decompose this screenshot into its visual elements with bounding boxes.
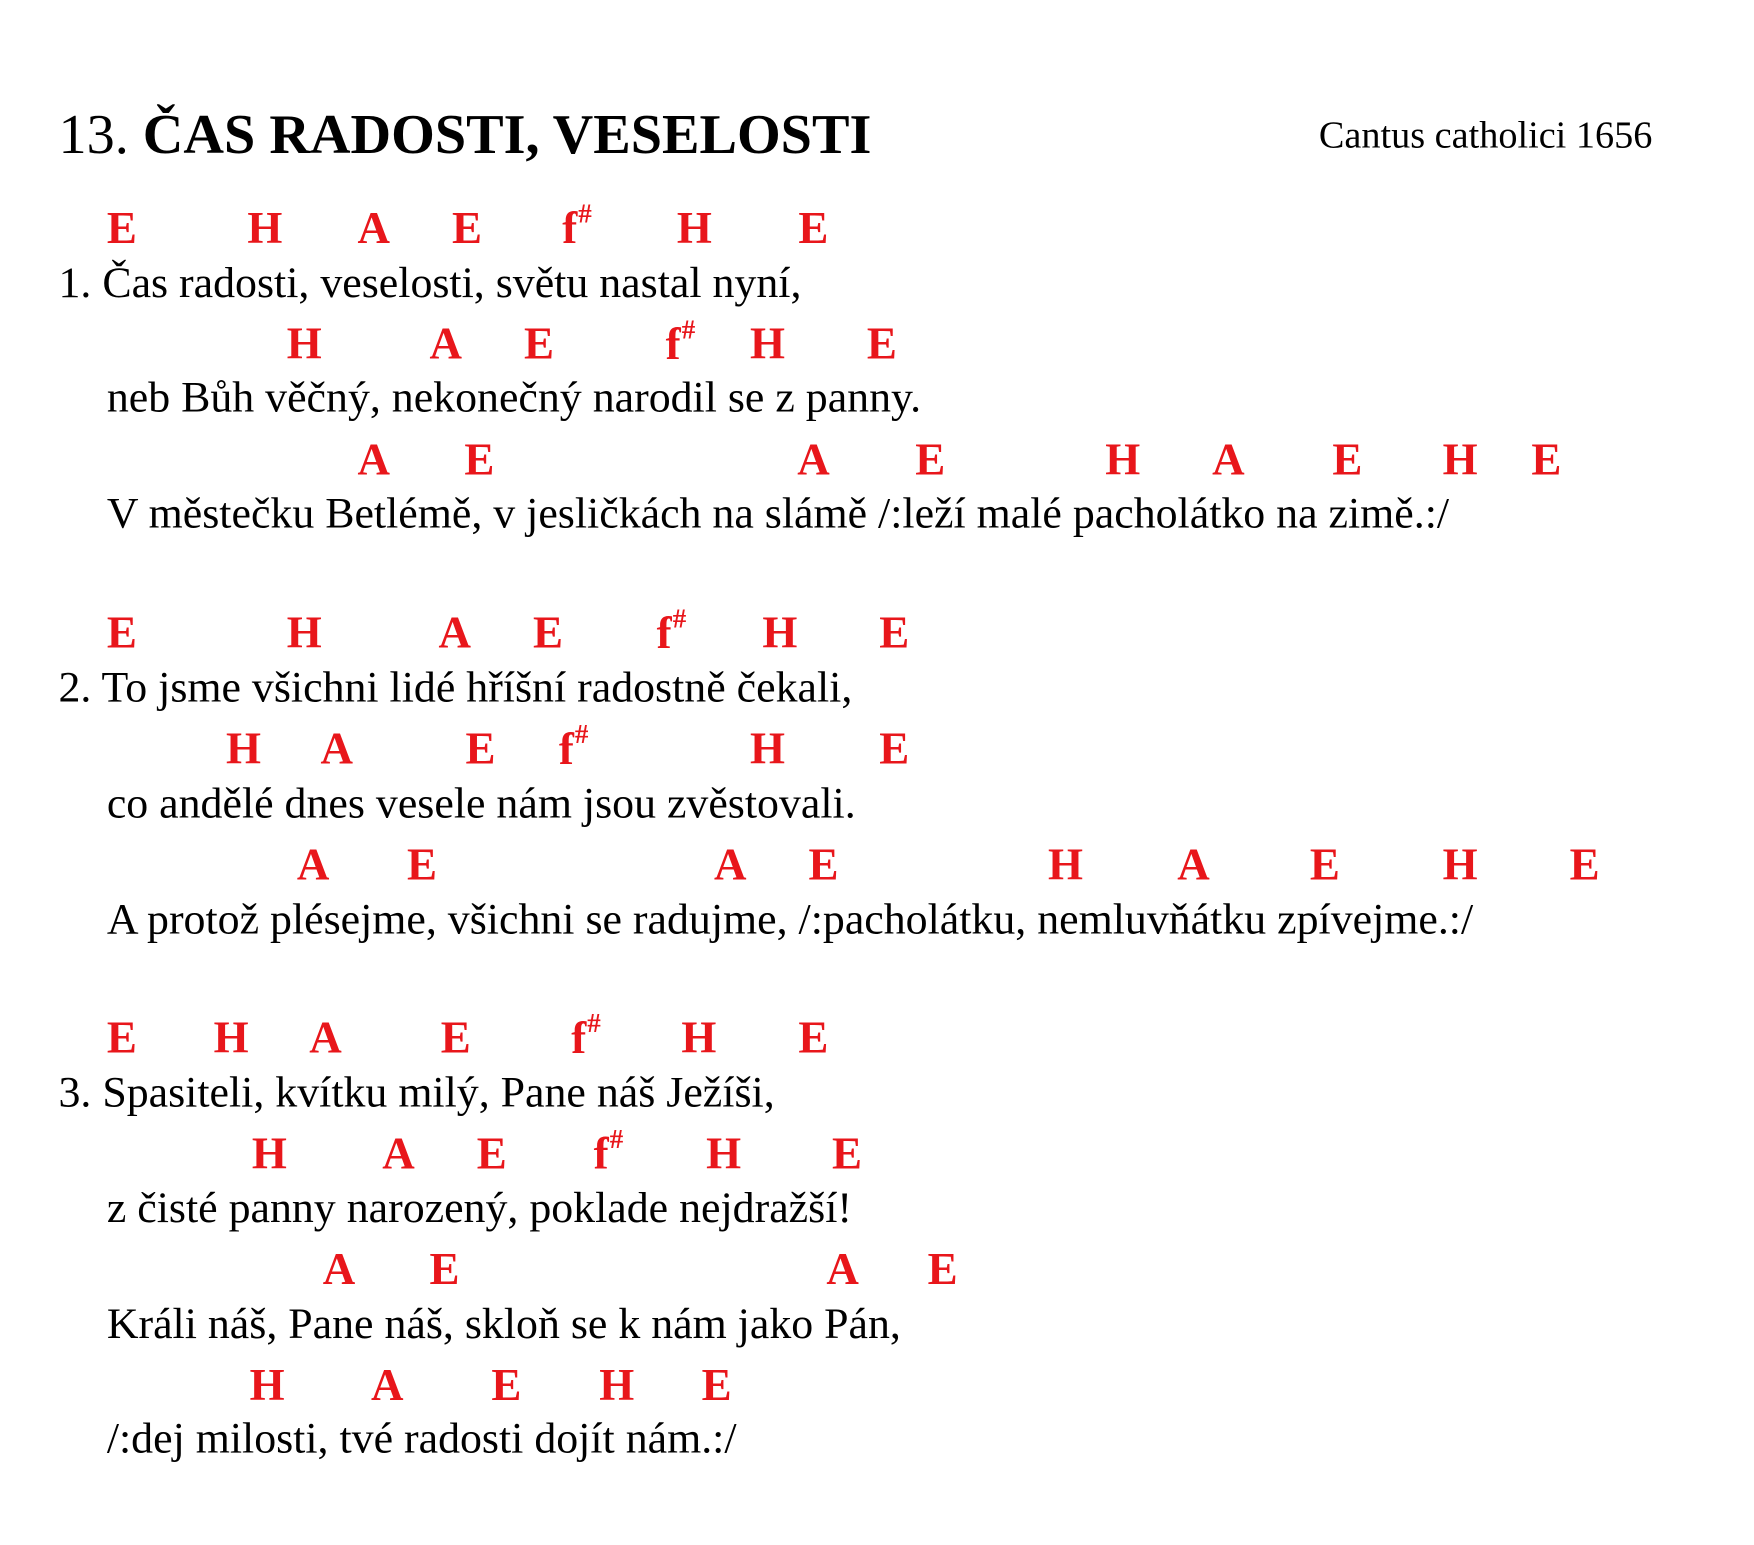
chord-symbol xyxy=(1212,434,1245,485)
chord-root: f xyxy=(665,318,681,370)
chord-root: E xyxy=(532,607,563,658)
chord-root: A xyxy=(357,434,391,485)
chord-root: E xyxy=(798,202,829,253)
chord-symbol xyxy=(571,1009,601,1063)
chord-root: f xyxy=(558,723,574,774)
song-title xyxy=(58,102,872,166)
chord-root: E xyxy=(106,1011,137,1063)
chord-symbol xyxy=(106,607,137,658)
chord-symbol xyxy=(251,1127,287,1179)
chord-symbol xyxy=(226,722,262,774)
chord-root: H xyxy=(706,1127,742,1179)
chord-symbol xyxy=(706,1127,742,1179)
chord-root: E xyxy=(808,838,839,890)
chord-symbol xyxy=(762,607,798,658)
chord-symbol xyxy=(593,1125,624,1179)
chord-root: E xyxy=(1531,434,1562,485)
chord-symbol xyxy=(1177,838,1210,890)
sharp-sign: # xyxy=(672,604,687,635)
chord-symbol xyxy=(309,1011,342,1063)
chord-symbol xyxy=(382,1127,415,1179)
lyric-line: 2. To jsme všichni lidé hříšní radostně čekali, xyxy=(58,663,853,712)
chord-symbol xyxy=(296,838,330,890)
chord-symbol xyxy=(879,722,910,774)
chord-symbol xyxy=(927,1243,958,1295)
chord-symbol xyxy=(286,607,322,658)
chord-symbol xyxy=(558,720,589,774)
chord-root: E xyxy=(879,607,910,658)
chord-root: A xyxy=(382,1127,415,1179)
lyric-line: 3. Spasiteli, kvítku milý, Pane náš Ježíši, xyxy=(58,1068,775,1117)
chord-symbol xyxy=(808,838,839,890)
chord-root: H xyxy=(247,202,283,253)
chord-root: E xyxy=(491,1359,522,1410)
chord-symbol xyxy=(681,1011,717,1063)
chord-root: H xyxy=(681,1011,717,1063)
chord-symbol xyxy=(915,434,946,485)
lyric-line: 1. Čas radosti, veselosti, světu nastal nyní, xyxy=(58,258,802,307)
chord-symbol xyxy=(701,1359,732,1410)
chord-symbol xyxy=(249,1359,285,1410)
chord-root: A xyxy=(438,607,472,658)
chord-root: H xyxy=(251,1127,287,1179)
chord-symbol xyxy=(1105,434,1141,485)
lyric-line: V městečku Betlémě, v jesličkách na slámě /:leží malé pacholátko na zimě.:/ xyxy=(106,489,1450,538)
sharp-sign: # xyxy=(681,315,696,346)
chord-root: H xyxy=(249,1359,285,1410)
chord-symbol xyxy=(320,722,353,774)
chord-symbol xyxy=(465,722,496,774)
chord-root: E xyxy=(1309,838,1340,890)
chord-root: A xyxy=(309,1011,342,1063)
sharp-sign: # xyxy=(587,1009,601,1039)
chord-root: E xyxy=(465,722,496,774)
chord-symbol xyxy=(357,434,391,485)
chord-symbol xyxy=(371,1359,404,1410)
chord-root: H xyxy=(1047,838,1083,890)
chord-root: A xyxy=(797,434,830,485)
sharp-sign: # xyxy=(574,720,589,750)
chord-root: E xyxy=(701,1359,732,1410)
chord-symbol xyxy=(247,202,283,253)
chord-root: H xyxy=(226,722,262,774)
chord-symbol xyxy=(452,202,483,253)
lyric-line: Králi náš, Pane náš, skloň se k nám jako Pán, xyxy=(106,1299,901,1349)
chord-symbol xyxy=(429,318,463,369)
chord-root: A xyxy=(322,1243,356,1295)
lyric-line: A protož plésejme, všichni se radujme, /:pacholátku, nemluvňátku zpívejme.:/ xyxy=(106,895,1474,944)
chord-symbol xyxy=(464,434,495,485)
chord-symbol xyxy=(213,1011,249,1063)
chord-root: f xyxy=(593,1128,609,1179)
chord-root: f xyxy=(571,1012,587,1063)
chord-root: H xyxy=(762,607,798,658)
chord-root: H xyxy=(749,722,785,774)
chord-symbol xyxy=(1047,838,1083,890)
chord-root: E xyxy=(440,1011,471,1063)
chord-symbol xyxy=(523,318,554,369)
chord-root: E xyxy=(927,1243,958,1295)
chord-symbol xyxy=(866,318,897,369)
chord-root: E xyxy=(866,318,897,369)
chord-root: E xyxy=(464,434,495,485)
chord-root: E xyxy=(106,607,137,658)
chord-root: E xyxy=(832,1127,863,1179)
chord-symbol xyxy=(106,202,137,253)
chord-symbol xyxy=(749,318,785,369)
chord-root: f xyxy=(562,202,578,254)
chord-symbol xyxy=(1332,434,1363,485)
lyric-line: z čisté panny narozený, poklade nejdražší! xyxy=(106,1183,852,1233)
chord-root: A xyxy=(320,722,353,774)
chord-root: H xyxy=(213,1011,249,1063)
chord-root: A xyxy=(296,838,330,890)
lyric-line: neb Bůh věčný, nekonečný narodil se z panny. xyxy=(106,373,922,422)
chord-root: E xyxy=(798,1011,829,1063)
chord-symbol xyxy=(407,838,438,890)
chord-symbol xyxy=(749,722,785,774)
chord-symbol xyxy=(798,202,829,253)
lyric-line: co andělé dnes vesele nám jsou zvěstovali. xyxy=(106,779,856,828)
chord-symbol xyxy=(106,1011,137,1063)
chord-root: E xyxy=(879,722,910,774)
chord-symbol xyxy=(1309,838,1340,890)
chord-symbol xyxy=(676,202,712,253)
chord-symbol xyxy=(322,1243,356,1295)
chord-symbol xyxy=(1442,434,1478,485)
chord-symbol xyxy=(562,200,592,254)
song-name: ČAS RADOSTI, VESELOSTI xyxy=(142,102,872,166)
chord-root: H xyxy=(676,202,712,253)
chord-root: A xyxy=(429,318,463,369)
chord-root: A xyxy=(357,202,391,253)
chord-root: E xyxy=(429,1243,460,1295)
chord-symbol xyxy=(491,1359,522,1410)
chord-root: f xyxy=(656,607,672,659)
chord-symbol xyxy=(879,607,910,658)
chord-symbol xyxy=(286,318,322,369)
chord-symbol xyxy=(797,434,830,485)
chord-root: E xyxy=(915,434,946,485)
chord-root: A xyxy=(1212,434,1245,485)
chord-root: A xyxy=(826,1243,859,1295)
chord-symbol xyxy=(713,838,747,890)
chord-symbol xyxy=(832,1127,863,1179)
chord-root: A xyxy=(371,1359,404,1410)
chord-root: H xyxy=(1105,434,1141,485)
chord-root: E xyxy=(452,202,483,253)
chord-root: E xyxy=(523,318,554,369)
chord-symbol xyxy=(665,315,696,370)
chord-symbol xyxy=(440,1011,471,1063)
sharp-sign: # xyxy=(578,200,592,230)
chord-symbol xyxy=(357,202,391,253)
chord-root: H xyxy=(286,318,322,369)
chord-symbol xyxy=(1442,838,1478,890)
chord-symbol xyxy=(1531,434,1562,485)
chord-symbol xyxy=(1569,838,1600,890)
chord-root: H xyxy=(1442,434,1478,485)
chord-symbol xyxy=(656,604,687,659)
chord-root: A xyxy=(713,838,747,890)
chord-root: E xyxy=(106,202,137,253)
chord-symbol xyxy=(476,1127,507,1179)
chord-root: E xyxy=(476,1127,507,1179)
chord-root: E xyxy=(1332,434,1363,485)
chord-symbol xyxy=(798,1011,829,1063)
song-number: 13. xyxy=(58,102,129,166)
song-source: Cantus catholici 1656 xyxy=(1318,114,1653,157)
chord-root: H xyxy=(599,1359,635,1410)
chord-root: H xyxy=(286,607,322,658)
chord-root: H xyxy=(749,318,785,369)
chord-symbol xyxy=(599,1359,635,1410)
chord-root: A xyxy=(1177,838,1210,890)
chord-root: E xyxy=(1569,838,1600,890)
chord-root: H xyxy=(1442,838,1478,890)
chord-root: E xyxy=(407,838,438,890)
chord-symbol xyxy=(438,607,472,658)
lyric-line: /:dej milosti, tvé radosti dojít nám.:/ xyxy=(106,1414,737,1463)
sharp-sign: # xyxy=(609,1125,624,1155)
chord-symbol xyxy=(429,1243,460,1295)
chord-symbol xyxy=(532,607,563,658)
chord-symbol xyxy=(826,1243,859,1295)
